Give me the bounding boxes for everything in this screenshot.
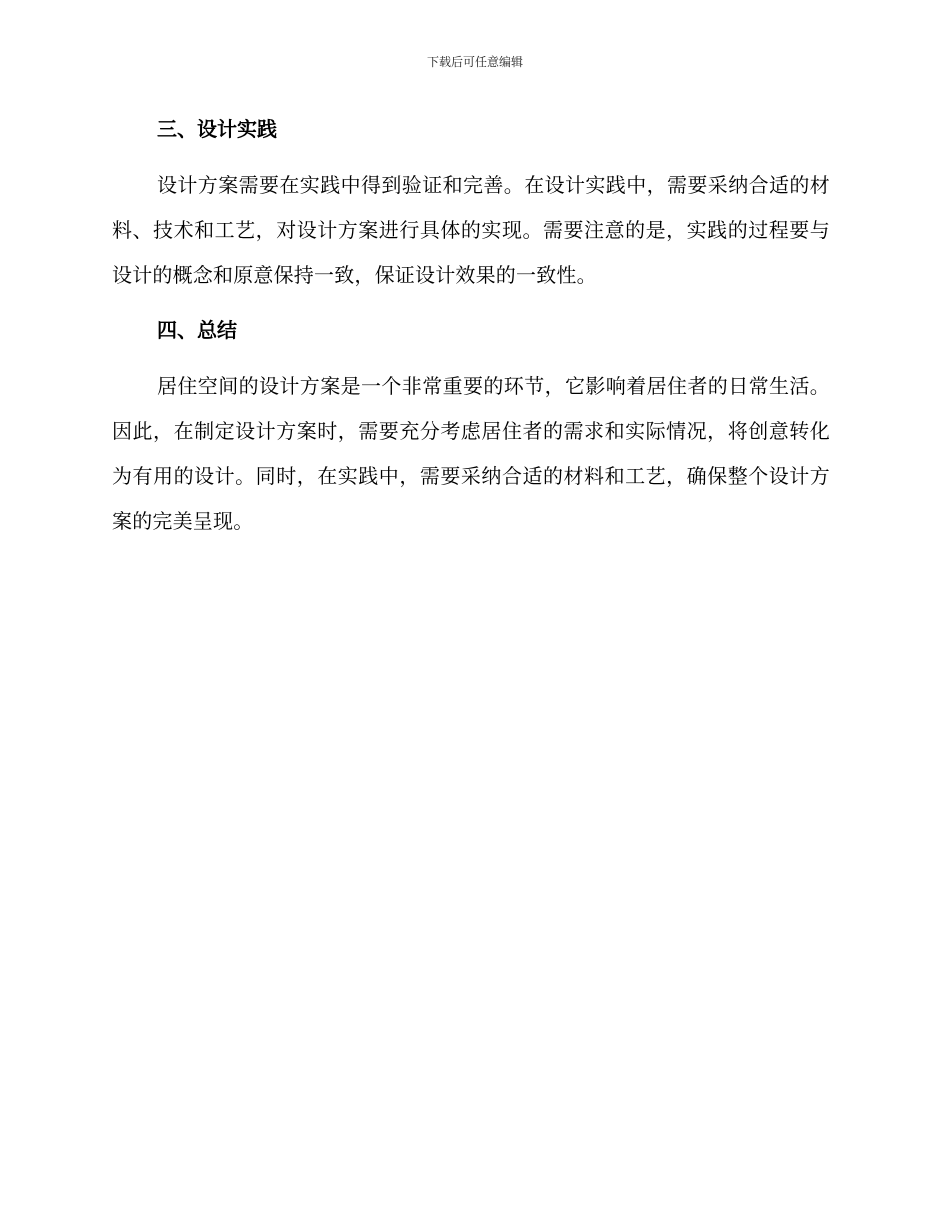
section-heading-design-practice: 三、设计实践 bbox=[157, 117, 277, 141]
section-heading-summary: 四、总结 bbox=[157, 318, 237, 342]
page-header: 下载后可任意编辑 bbox=[426, 55, 523, 69]
paragraph-design-practice: 设计方案需要在实践中得到验证和完善。在设计实践中，需要采纳合适的材料、技术和工艺，对设计方案进行具体的实现。需要注意的是，实践的过程要与设计的概念和原意保持一致，保证设计效果的一致性。 bbox=[112, 173, 830, 287]
paragraph-summary: 居住空间的设计方案是一个非常重要的环节，它影响着居住者的日常生活。因此，在制定设计方案时，需要充分考虑居住者的需求和实际情况，将创意转化为有用的设计。同时，在实践中，需要采纳合适的材料和工艺，确保整个设计方案的完美呈现。 bbox=[112, 374, 830, 533]
document-body bbox=[112, 112, 830, 544]
